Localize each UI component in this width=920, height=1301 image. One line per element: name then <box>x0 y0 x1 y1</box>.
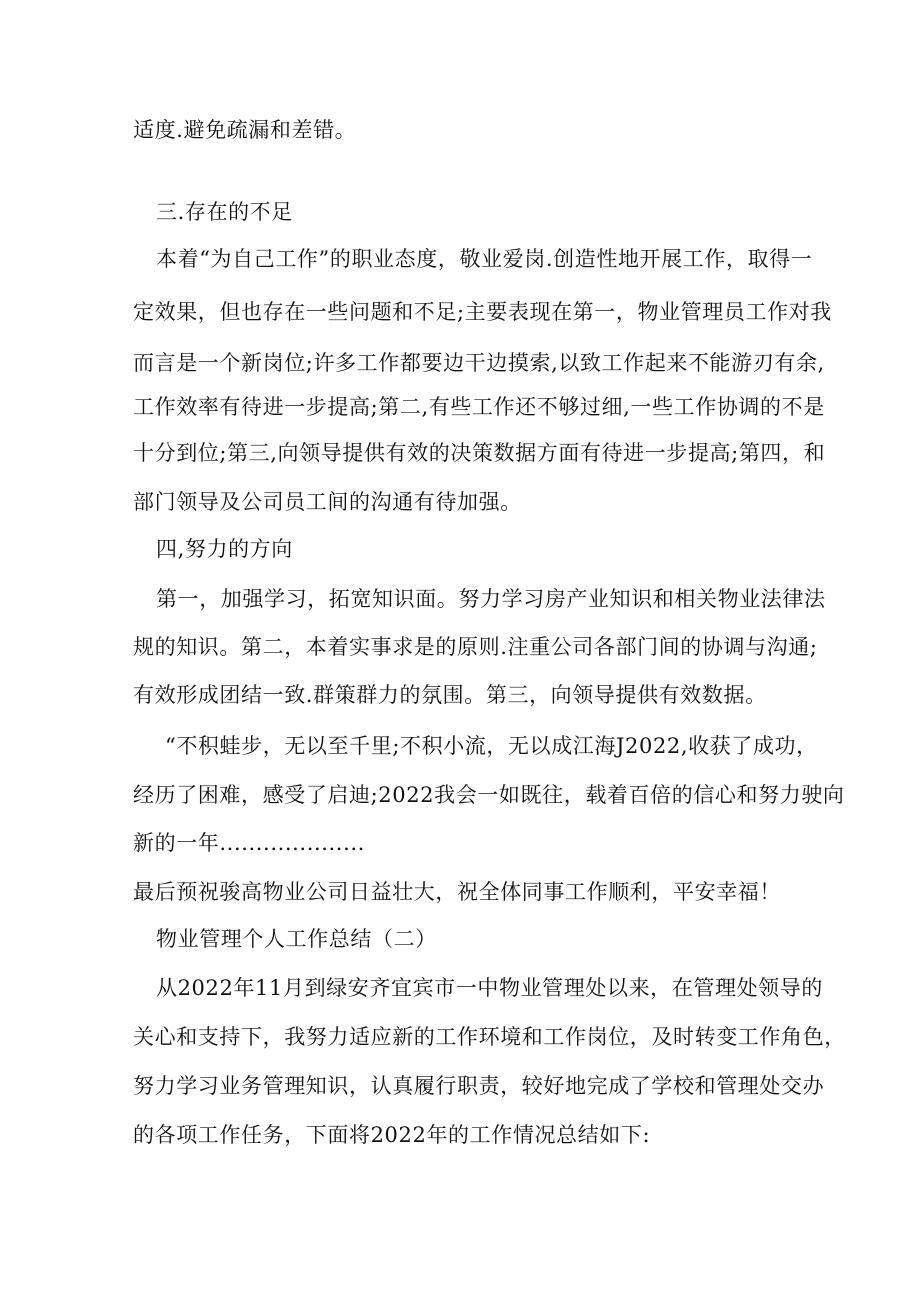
paragraph-line: 新的一年.................... <box>133 831 365 855</box>
paragraph-line: 第一，加强学习，拓宽知识面。努力学习房产业知识和相关物业法律法 <box>156 587 826 611</box>
paragraph-line: 工作效率有待进一步提高;第二,有些工作还不够过细,一些工作协调的不是 <box>133 395 825 419</box>
paragraph-line: 定效果，但也存在一些问题和不足;主要表现在第一，物业管理员工作对我 <box>133 300 832 324</box>
paragraph-line: 从2022年11月到绿安齐宜宾市一中物业管理处以来，在管理处领导的 <box>156 976 823 1000</box>
paragraph-line: 十分到位;第三,向领导提供有效的决策数据方面有待进一步提高;第四，和 <box>133 441 826 465</box>
section-heading: 三.存在的不足 <box>156 200 293 224</box>
paragraph-line: 适度.避免疏漏和差错。 <box>133 118 357 142</box>
paragraph-line: 规的知识。第二，本着实事求是的原则.注重公司各部门间的协调与沟通; <box>133 635 818 659</box>
paragraph-line: 的各项工作任务，下面将2022年的工作情况总结如下: <box>133 1123 651 1147</box>
paragraph-line: 本着“为自己工作”的职业态度，敬业爱岗.创造性地开展工作，取得一 <box>156 247 813 271</box>
document-subtitle: 物业管理个人工作总结（二） <box>156 927 437 951</box>
paragraph-line: 有效形成团结一致.群策群力的氛围。第三，向领导提供有效数据。 <box>133 683 767 707</box>
paragraph-line: 部门领导及公司员工间的沟通有待加强。 <box>133 490 522 514</box>
paragraph-line: 关心和支持下，我努力适应新的工作环境和工作岗位，及时转变工作角色， <box>133 1025 846 1049</box>
paragraph-line: 而言是一个新岗位;许多工作都要边干边摸索,以致工作起来不能游刃有余, <box>133 351 825 375</box>
paragraph-line: “不积蛙步，无以至千里;不积小流，无以成江海J2022,收获了成功， <box>165 734 818 758</box>
paragraph-line: 最后预祝骏高物业公司日益壮大，祝全体同事工作顺利，平安幸福！ <box>133 880 781 904</box>
paragraph-line: 努力学习业务管理知识，认真履行职责，较好地完成了学校和管理处交办 <box>133 1074 825 1098</box>
section-heading: 四,努力的方向 <box>156 537 293 561</box>
paragraph-line: 经历了困难，感受了启迪;2022我会一如既往，载着百倍的信心和努力驶向 <box>133 783 845 807</box>
